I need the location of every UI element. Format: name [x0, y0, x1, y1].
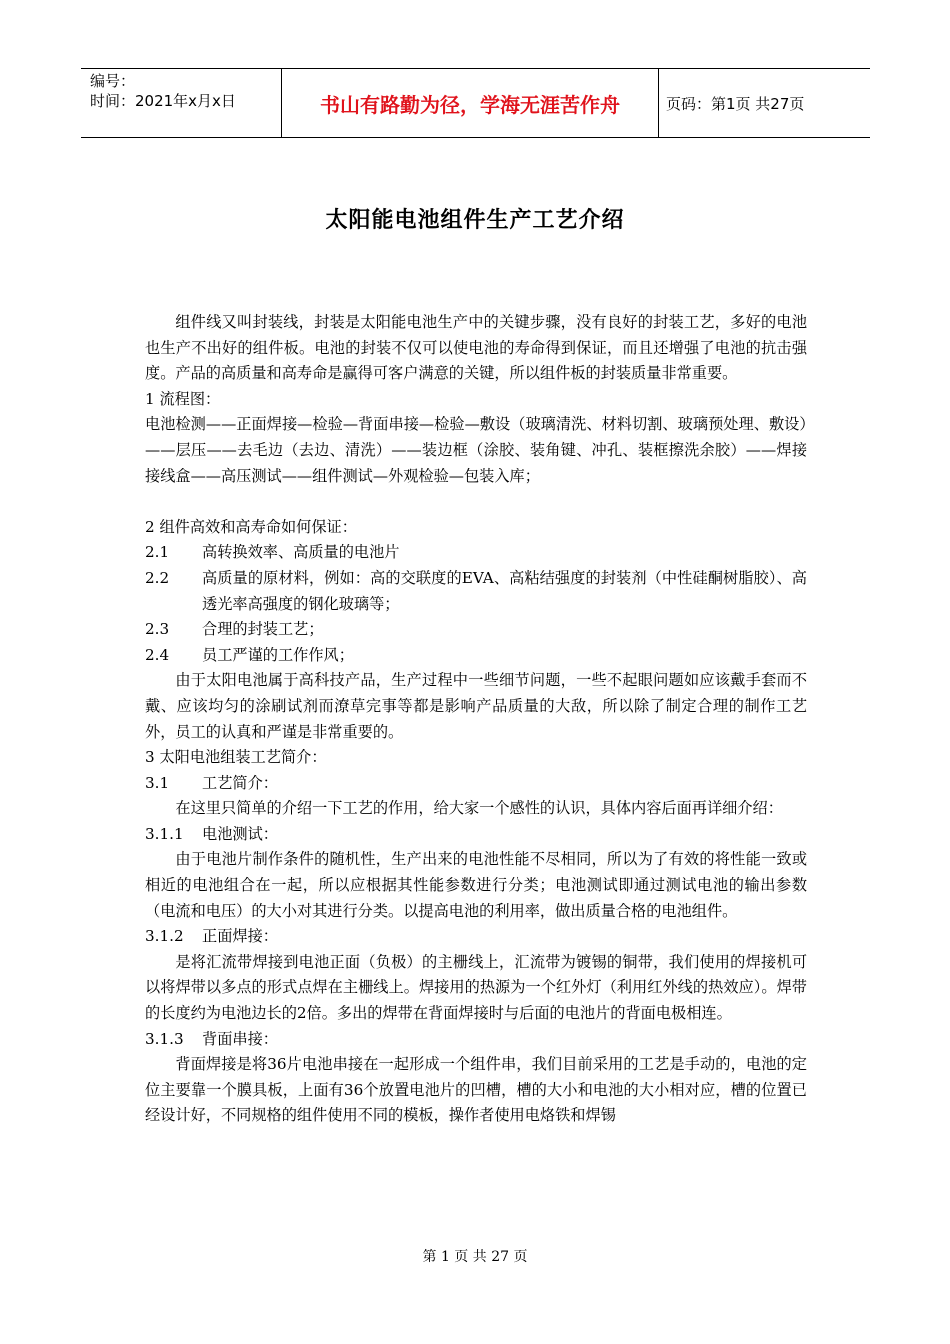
body-paragraph: 由于太阳电池属于高科技产品，生产过程中一些细节问题，一些不起眼问题如应该戴手套而不戴、应该均匀的涂刷试剂而潦草完事等都是影响产品质量的大敌，所以除了制定合理的制作工艺外，员工的认真和严谨是非常重要的。: [145, 671, 807, 741]
list-item-text: 员工严谨的工作作风；: [202, 645, 354, 664]
body-paragraph: 由于电池片制作条件的随机性，生产出来的电池性能不尽相同，所以为了有效的将性能一致或相近的电池组合在一起，所以应根据其性能参数进行分类；电池测试即通过测试电池的输出参数（电流和电压）的大小对其进行分类。以提高电池的利用率，做出质量合格的电池组件。: [145, 850, 807, 920]
subsection-number: 3.1.2: [145, 927, 184, 946]
subsection-number: 3.1.3: [145, 1029, 184, 1048]
list-item-number: 2.3: [145, 620, 170, 639]
list-item-text: 高转换效率、高质量的电池片: [202, 543, 400, 562]
subsection-number: 3.1: [145, 773, 170, 792]
page-footer: 第 1 页 共 27 页: [422, 1249, 528, 1265]
list-item-text: 合理的封装工艺；: [202, 620, 324, 639]
body-paragraph: 背面焊接是将36片电池串接在一起形成一个组件串，我们目前采用的工艺是手动的，电池的定位主要靠一个膜具板，上面有36个放置电池片的凹槽，槽的大小和电池的大小相对应，槽的位置已经设计好，不同规格的组件使用不同的模板，操作者使用电烙铁和焊锡: [145, 1055, 807, 1125]
subsection-title: 背面串接：: [202, 1029, 278, 1048]
section-heading: 2 组件高效和高寿命如何保证：: [145, 517, 357, 536]
section-heading: 3 太阳电池组装工艺简介：: [145, 748, 327, 767]
list-item: [145, 566, 807, 617]
list-item: [145, 540, 807, 566]
body-paragraph: 在这里只简单的介绍一下工艺的作用，给大家一个感性的认识，具体内容后面再详细介绍：: [175, 799, 783, 818]
body-paragraph: 是将汇流带焊接到电池正面（负极）的主栅线上，汇流带为镀锡的铜带，我们使用的焊接机可以将焊带以多点的形式点焊在主栅线上。焊接用的热源为一个红外灯（利用红外线的热效应）。焊带的长度约为电池边长的2倍。多出的焊带在背面焊接时与后面的电池片的背面电极相连。: [145, 952, 807, 1023]
document-body: [145, 310, 807, 1129]
list-item-number: 2.4: [145, 645, 170, 664]
list-item-number: 2.1: [145, 543, 170, 562]
header-meta: [81, 69, 281, 137]
subsection-title: 正面焊接：: [202, 927, 278, 946]
document-title: 太阳能电池组件生产工艺介绍: [325, 208, 625, 233]
intro-paragraph: 组件线又叫封装线，封装是太阳能电池生产中的关键步骤，没有良好的封装工艺，多好的电池也生产不出好的组件板。电池的封装不仅可以使电池的寿命得到保证，而且还增强了电池的抗击强度。产品的高质量和高寿命是赢得可客户满意的关键，所以组件板的封装质量非常重要。: [145, 313, 807, 383]
document-header: [81, 68, 870, 138]
header-divider: [658, 69, 659, 137]
subsection-heading: [145, 924, 807, 950]
subsection-heading: [145, 1027, 807, 1053]
subsection-heading: [145, 822, 807, 848]
list-item-text: 高质量的原材料，例如：高的交联度的EVA、高粘结强度的封装剂（中性硅酮树脂胶）、高透光率高强度的钢化玻璃等；: [202, 568, 807, 613]
list-item-number: 2.2: [145, 568, 170, 587]
header-motto: 书山有路勤为径，学海无涯苦作舟: [320, 92, 620, 117]
header-page-number: 页码：第1页 共27页: [666, 94, 805, 113]
subsection-number: 3.1.1: [145, 824, 184, 843]
header-number: 编号：: [90, 72, 136, 90]
list-item: [145, 617, 807, 643]
process-flow: 电池检测——正面焊接—检验—背面串接—检验—敷设（玻璃清洗、材料切割、玻璃预处理、敷设）——层压——去毛边（去边、清洗）——装边框（涂胶、装角键、冲孔、装框擦洗余胶）——焊接接线盒——高压测试——组件测试—外观检验—包装入库；: [145, 415, 807, 485]
header-time: 时间：2021年x月x日: [90, 92, 236, 110]
subsection-title: 工艺简介：: [202, 773, 278, 792]
subsection-title: 电池测试：: [202, 824, 278, 843]
list-item: [145, 643, 807, 669]
section-heading: 1 流程图：: [145, 389, 221, 408]
subsection-heading: [145, 771, 807, 797]
